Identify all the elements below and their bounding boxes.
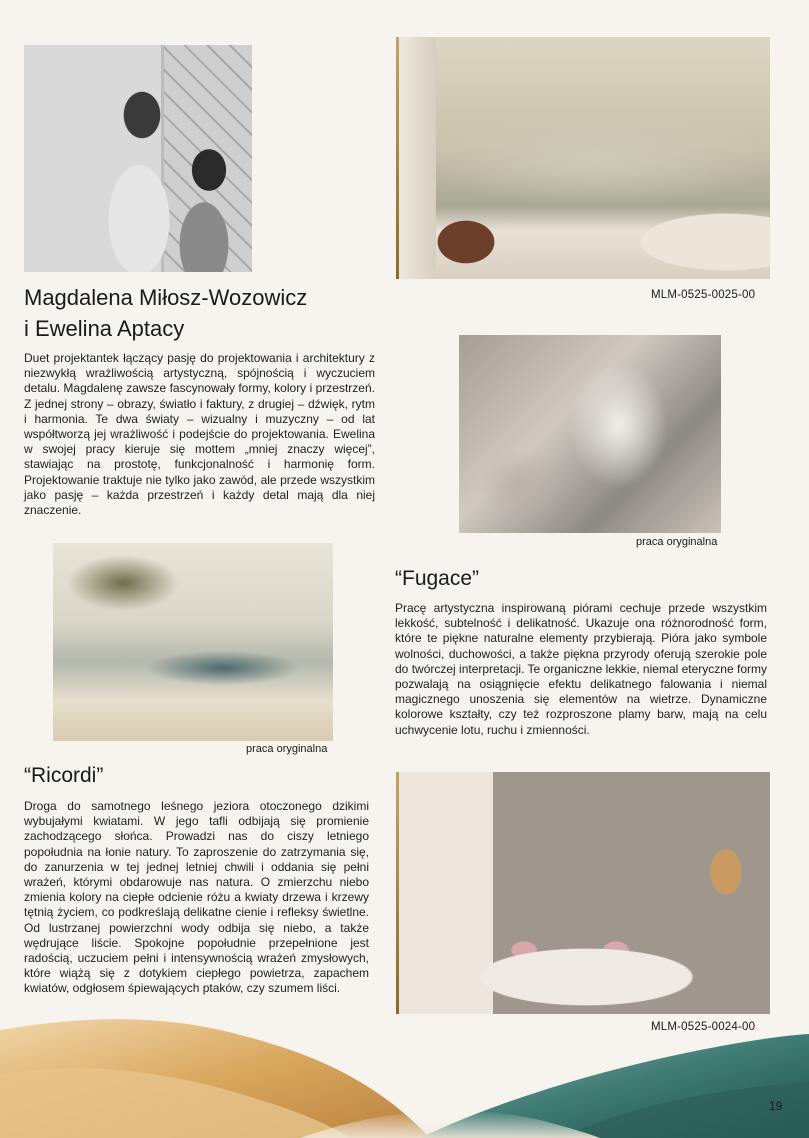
fugace-title: “Fugace” [395, 567, 480, 590]
fugace-description: Pracę artystyczna inspirowaną piórami cechuje przede wszystkim lekkość, subtelność i delikatność. Ukazuje ona różnorodność form, które te piękne naturalne elementy przybierają. Pióra jako symbole wolności, duchowości, a także piękna przyrody oferują szerokie pole do twórczej interpretacji. Te organiczne lekkie, niemal eteryczne formy pozwalają na osiągnięcie efektu delikatnego falowania i niemal magicznego unoszenia się elementów na wietrze. Dynamiczne kolorowe kształty, czy też rozproszone plamy barw, mają na celu uchwycenie lotu, ruchu i zmienności. [395, 601, 767, 737]
product-code-bottom: MLM-0525-0024-00 [651, 1021, 756, 1033]
caption-ricordi-original: praca oryginalna [246, 743, 328, 755]
artwork-ricordi-original [53, 543, 333, 741]
gold-accent-bar-top [396, 37, 399, 279]
page-number: 19 [769, 1099, 783, 1113]
decorative-hills-background [0, 990, 809, 1138]
designers-portrait-photo [24, 45, 252, 272]
author-name-line1: Magdalena Miłosz-Wozowicz [24, 285, 308, 310]
caption-fugace-original: praca oryginalna [636, 536, 718, 548]
ricordi-title: “Ricordi” [24, 764, 104, 787]
author-name-line2: i Ewelina Aptacy [24, 316, 185, 341]
ricordi-description: Droga do samotnego leśnego jeziora otoczonego dzikimi wybujałymi kwiatami. W jego tafli odbijają się promienie zachodzącego słońca. Prowadzi nas do ciszy letniego popołudnia na łonie natury. To zaproszenie do zatrzymania się, do zanurzenia w tej jednej letniej chwili i oddania się pełni wrażeń, którymi obdarowuje nas natura. O zmierzchu niebo zmienia kolory na ciepłe odcienie różu a kwiaty drzewa i krzewy tętnią życiem, co podkreślają delikatne cienie i refleksy świetlne. Od lustrzanej powierzchni wody odbija się niebo, a także wędrujące liście. Spokojne popołudnie przepełnione jest radością, uczuciem pełni i intensywnością wrażeń zmysłowych, które wiążą się z dotykiem ciepłego powietrza, zapachem kwiatów, odgłosem śpiewających ptaków, czy szumem liści. [24, 799, 369, 996]
author-bio: Duet projektantek łączący pasję do projektowania i architektury z niezwykłą wrażliwością artystyczną, spójnością i wyczuciem detalu. Magdalenę zawsze fascynowały formy, kolory i przestrzeń. Z jednej strony – obrazy, światło i faktury, z drugiej – dźwięk, rytm i harmonia. Te dwa światy – wizualny i muzyczny – od lat współtworzą jej wrażliwość i podejście do projektowania. Ewelina w swojej pracy kieruje się mottem „mniej znaczy więcej”, stawiając na prostotę, funkcjonalność i harmonię form. Projektowanie traktuje nie tylko jako zawód, ale przede wszystkim jako pasję – każda przestrzeń i każdy detal mają dla niej znaczenie. [24, 351, 375, 518]
product-code-top: MLM-0525-0025-00 [651, 289, 756, 301]
room-mockup-ricordi [396, 37, 770, 279]
gold-accent-bar-bottom [396, 772, 399, 1014]
room-mockup-fugace [396, 772, 770, 1014]
artwork-fugace-original [459, 335, 721, 533]
